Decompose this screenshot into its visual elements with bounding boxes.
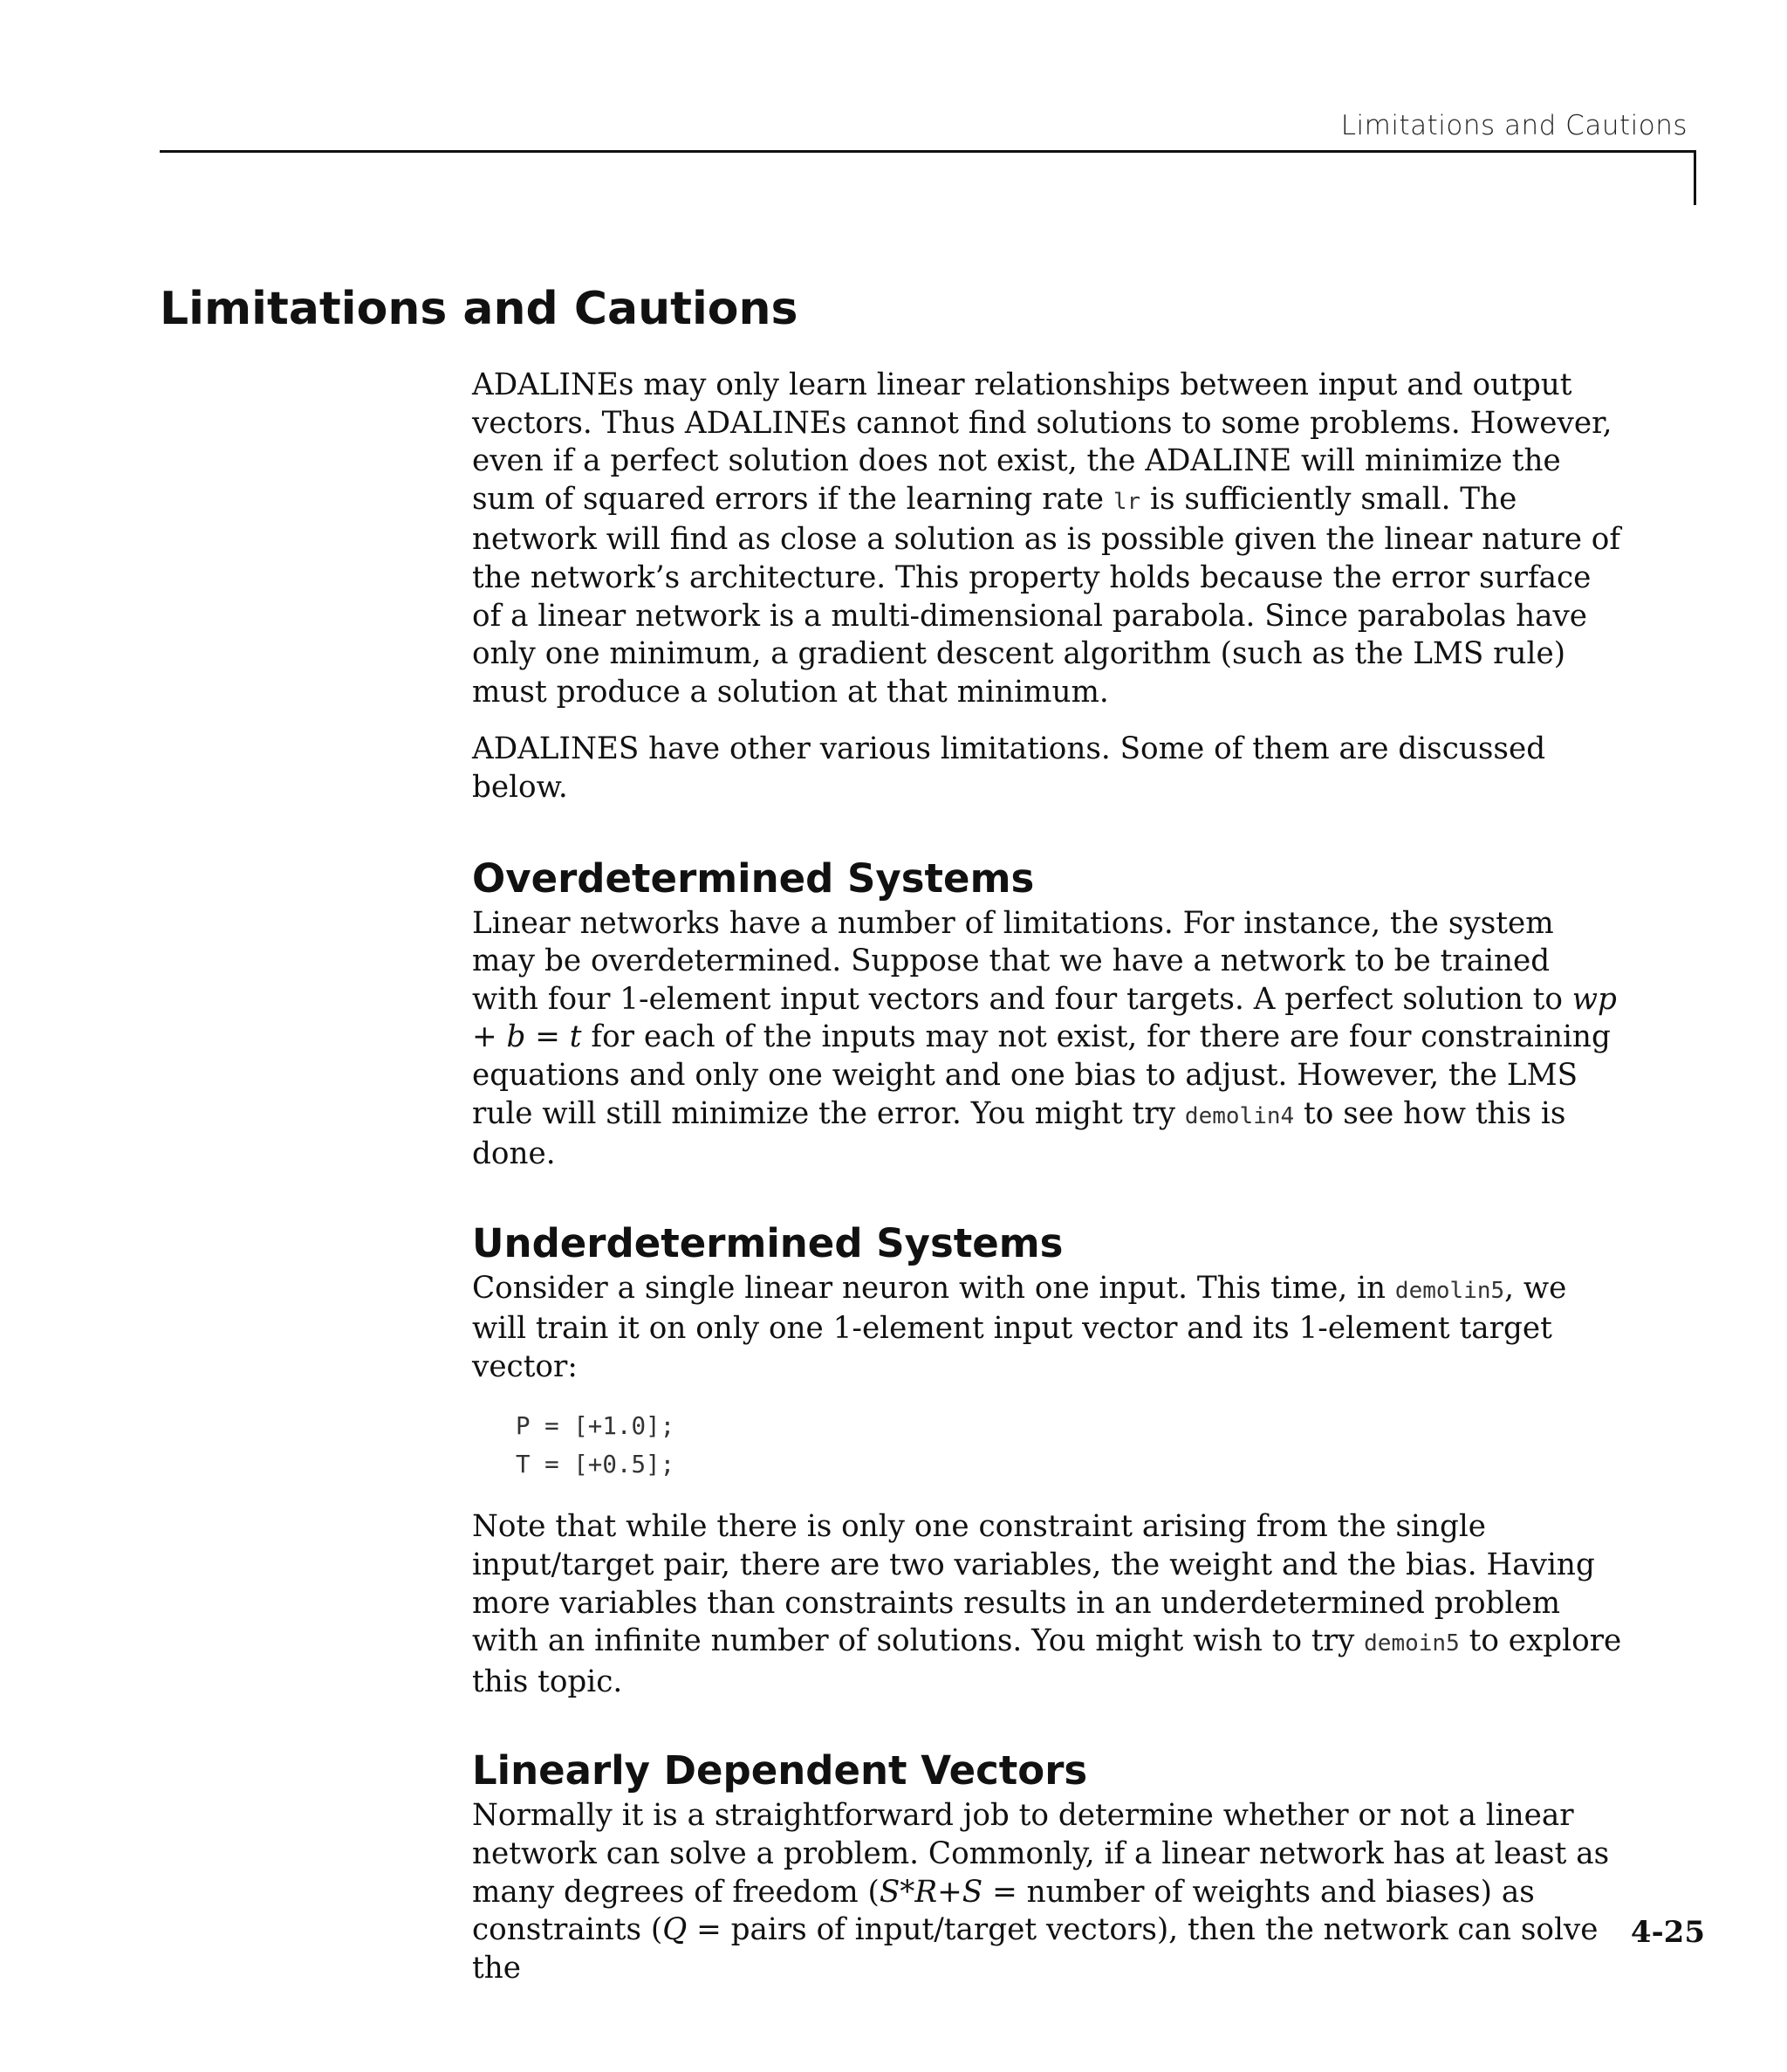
heading-overdetermined: Overdetermined Systems (472, 854, 1035, 902)
code-block (516, 1407, 1622, 1484)
code-demoin5: demoin5 (1364, 1630, 1460, 1657)
code-line-p: P = [+1.0]; (516, 1412, 675, 1441)
equation-t: t (569, 1019, 582, 1055)
page-title: Limitations and Cautions (160, 283, 798, 335)
underdetermined-paragraph (472, 1270, 1622, 1387)
underdetermined-text-c: Note that while there is only one constraint arising from the single input/target pair, there are two variables, the weight and the bias. Having more variables than constraints results in an underdetermined problem with an infinite number of solutions. You might wish to try (472, 1509, 1595, 1659)
overdetermined-paragraph (472, 905, 1622, 1174)
underdetermined-text-d: to explore this topic. (472, 1623, 1622, 1699)
intro-text-b: is sufficiently small. The network will find as close a solution as is possible given the linear nature of the network’s architecture. This property holds because the error surface of a linear network is a multi-dimensional parabola. Since parabolas have only one minimum, a gradient descent algorithm (such as the LMS rule) must produce a solution at that minimum. (472, 481, 1621, 710)
underdetermined-text-b: , we will train it on only one 1-element input vector and its 1-element target vector: (472, 1270, 1567, 1384)
dependent-paragraph (472, 1797, 1622, 1987)
overdetermined-text-c: to see how this is done. (472, 1095, 1566, 1172)
body-column (472, 367, 1622, 1987)
dof-expression: S*R+S (879, 1874, 983, 1910)
overdetermined-text-b: for each of the inputs may not exist, for there are four constraining equations and only one weight and one bias to adjust. However, the LMS rule will still minimize the error. You might try (472, 1019, 1611, 1131)
intro-text-a: ADALINEs may only learn linear relationships between input and output vectors. Thus ADALINEs cannot find solutions to some problems. However, even if a perfect solution does not exist, the ADALINE will minimize the sum of squared errors if the learning rate (472, 367, 1612, 517)
underdetermined-text-a: Consider a single linear neuron with one input. This time, in (472, 1270, 1395, 1306)
intro-paragraph (472, 367, 1622, 711)
code-line-t: T = [+0.5]; (516, 1451, 675, 1479)
intro-paragraph-2: ADALINES have other various limitations. Some of them are discussed below. (472, 731, 1546, 805)
dependent-text-a: Normally it is a straightforward job to determine whether or not a linear network can solve a problem. Commonly, if a linear network has at least as many degrees of freedom ( (472, 1798, 1610, 1910)
equation-wp: wp (1571, 981, 1617, 1017)
overdetermined-text-a: Linear networks have a number of limitations. For instance, the system may be overdetermined. Suppose that we have a network to be trained with four 1-element input vectors and four targets. A perfect solution to (472, 905, 1572, 1017)
running-head: Limitations and Cautions (1340, 110, 1688, 141)
header-tick (1694, 150, 1696, 205)
heading-dependent: Linearly Dependent Vectors (472, 1747, 1088, 1794)
equation-equals: = (525, 1019, 570, 1055)
code-demolin4: demolin4 (1184, 1102, 1295, 1129)
code-demolin5: demolin5 (1394, 1277, 1505, 1304)
equation-b: b (506, 1019, 526, 1055)
dependent-text-c: = pairs of input/target vectors), then the network can solve the (472, 1912, 1599, 1986)
q-variable: Q (662, 1912, 688, 1948)
underdetermined-paragraph-2 (472, 1508, 1622, 1701)
code-lr: lr (1113, 488, 1141, 515)
heading-underdetermined: Underdetermined Systems (472, 1219, 1064, 1266)
page-number: 4-25 (1630, 1915, 1705, 1950)
equation-plus: + (472, 1019, 507, 1055)
header-rule (160, 150, 1696, 153)
dependent-text-b: = number of weights and biases) as constraints ( (472, 1874, 1535, 1948)
